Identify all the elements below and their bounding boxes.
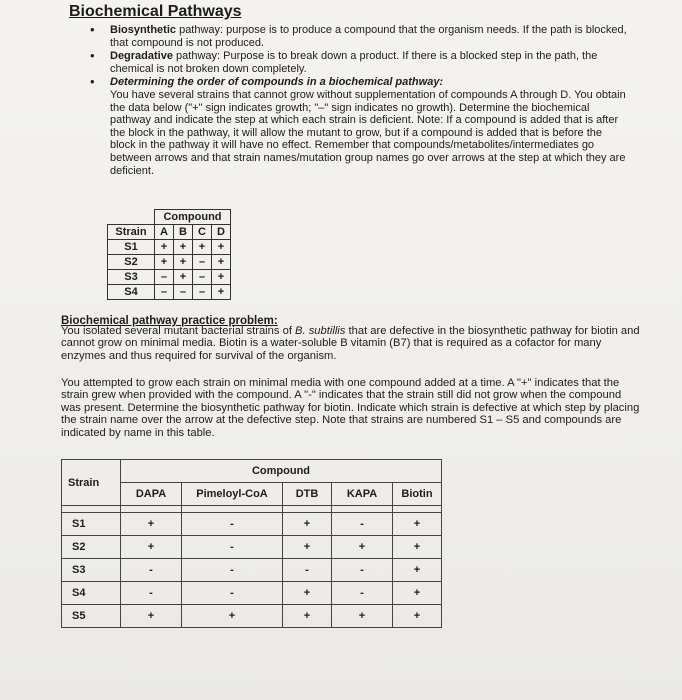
growth-cell: + xyxy=(193,240,212,255)
table2-col-dapa: DAPA xyxy=(121,483,182,506)
table1-corner xyxy=(108,210,155,225)
growth-cell: + xyxy=(182,605,283,628)
table1-strain-header: Strain xyxy=(108,225,155,240)
degradative-text: pathway: Purpose is to break down a product. If there is a blocked step in the path, the chemical is not broken down completely. xyxy=(110,50,598,75)
table2-col-biotin: Biotin xyxy=(393,483,442,506)
table1-compound-header: Compound xyxy=(155,210,231,225)
para1-text-b: that are defective in the biosynthetic pathway for biotin and cannot grow on minimal media. Biotin is a water-soluble B vitamin (B7) that is required as a cofactor for many enzymes and thus required for survival of the organism. xyxy=(61,325,640,362)
table-row xyxy=(108,240,231,255)
compound-table-abcd xyxy=(107,209,231,300)
growth-cell: + xyxy=(212,270,231,285)
determining-label: Determining the order of compounds in a biochemical pathway: xyxy=(110,76,444,89)
growth-cell: + xyxy=(283,582,332,605)
growth-cell: + xyxy=(393,582,442,605)
growth-cell: + xyxy=(212,285,231,300)
growth-cell: – xyxy=(174,285,193,300)
growth-cell: + xyxy=(283,513,332,536)
growth-cell: – xyxy=(193,255,212,270)
growth-cell: - xyxy=(332,559,393,582)
growth-cell: - xyxy=(182,536,283,559)
table1-col-c: C xyxy=(193,225,212,240)
growth-cell: - xyxy=(182,513,283,536)
growth-cell: + xyxy=(155,240,174,255)
growth-cell: – xyxy=(193,285,212,300)
table2-col-kapa: KAPA xyxy=(332,483,393,506)
growth-cell: + xyxy=(393,605,442,628)
table1-col-b: B xyxy=(174,225,193,240)
table-row xyxy=(62,559,442,582)
growth-cell: - xyxy=(182,559,283,582)
table-row xyxy=(108,285,231,300)
growth-cell: + xyxy=(121,536,182,559)
growth-cell: + xyxy=(212,240,231,255)
practice-paragraph-1 xyxy=(61,325,641,362)
strain-cell: S1 xyxy=(108,240,155,255)
growth-cell: - xyxy=(121,559,182,582)
determining-text: You have several strains that cannot grow without supplementation of compounds A through D. You obtain the data below ("+" sign indicates growth; "–" sign indicates no growth). Determine the biochemical pathway and indicate the step at which each strain is deficient. Note: If a compound is added that is after the block in the pathway, it will allow the mutant to grow, but if a compound is added that is before the block in the pathway it will have no effect. Remember that compounds/metabolites/intermediates go between arrows and that strain names/mutation group names go over arrows at the step at which they are deficient. xyxy=(110,88,626,177)
growth-cell: + xyxy=(121,513,182,536)
table-row xyxy=(62,582,442,605)
biosynthetic-label: Biosynthetic xyxy=(110,24,177,36)
growth-cell: - xyxy=(332,513,393,536)
growth-cell: + xyxy=(121,605,182,628)
practice-paragraph-2: You attempted to grow each strain on minimal media with one compound added at a time. A "+" indicates that the strain grew when provided with the compound. A "-" indicates that the strain still did not grow when the compound was present. Determine the biosynthetic pathway for biotin. Indicate which strain is defective at which step by placing the strain name over the arrow at the defective step. Note that strains are numbered S1 – S5 and compounds are indicated by name in this table. xyxy=(61,377,640,439)
growth-cell: + xyxy=(393,536,442,559)
growth-cell: + xyxy=(283,605,332,628)
growth-cell: - xyxy=(332,582,393,605)
table2-compound-header: Compound xyxy=(121,460,442,483)
growth-cell: – xyxy=(155,270,174,285)
growth-cell: + xyxy=(174,240,193,255)
growth-cell: + xyxy=(332,605,393,628)
growth-cell: - xyxy=(283,559,332,582)
strain-cell: S5 xyxy=(62,605,121,628)
table-row xyxy=(108,255,231,270)
table2-strain-header: Strain xyxy=(62,460,121,506)
strain-cell: S2 xyxy=(62,536,121,559)
page-title: Biochemical Pathways xyxy=(69,3,242,20)
table2-col-dtb: DTB xyxy=(283,483,332,506)
strain-cell: S2 xyxy=(108,255,155,270)
growth-cell: + xyxy=(393,513,442,536)
biosynthetic-text: pathway: purpose is to produce a compound that the organism needs. If the path is blocked, that compound is not produced. xyxy=(110,24,627,49)
table2-col-pimeloyl-coa: Pimeloyl-CoA xyxy=(182,483,283,506)
growth-cell: + xyxy=(155,255,174,270)
bullet-degradative xyxy=(90,50,630,75)
bullet-biosynthetic xyxy=(90,24,630,49)
table-row xyxy=(62,605,442,628)
growth-cell: – xyxy=(193,270,212,285)
strain-cell: S3 xyxy=(62,559,121,582)
strain-cell: S1 xyxy=(62,513,121,536)
growth-cell: – xyxy=(155,285,174,300)
table-row xyxy=(108,270,231,285)
biotin-compound-table xyxy=(61,459,442,628)
growth-cell: + xyxy=(332,536,393,559)
bullet-list xyxy=(90,24,630,178)
growth-cell: + xyxy=(212,255,231,270)
para1-text-a: You isolated several mutant bacterial strains of xyxy=(61,325,296,337)
growth-cell: + xyxy=(174,255,193,270)
table-row xyxy=(62,513,442,536)
practice-problem-title: Biochemical pathway practice problem: xyxy=(61,315,278,327)
strain-cell: S4 xyxy=(62,582,121,605)
table1-col-d: D xyxy=(212,225,231,240)
strain-cell: S4 xyxy=(108,285,155,300)
growth-cell: + xyxy=(174,270,193,285)
bullet-determining xyxy=(90,76,630,177)
growth-cell: + xyxy=(393,559,442,582)
growth-cell: + xyxy=(283,536,332,559)
degradative-label: Degradative xyxy=(110,50,173,63)
species-name: B. subtillis xyxy=(295,325,346,337)
table1-col-a: A xyxy=(155,225,174,240)
growth-cell: - xyxy=(121,582,182,605)
table-row xyxy=(62,536,442,559)
strain-cell: S3 xyxy=(108,270,155,285)
growth-cell: - xyxy=(182,582,283,605)
